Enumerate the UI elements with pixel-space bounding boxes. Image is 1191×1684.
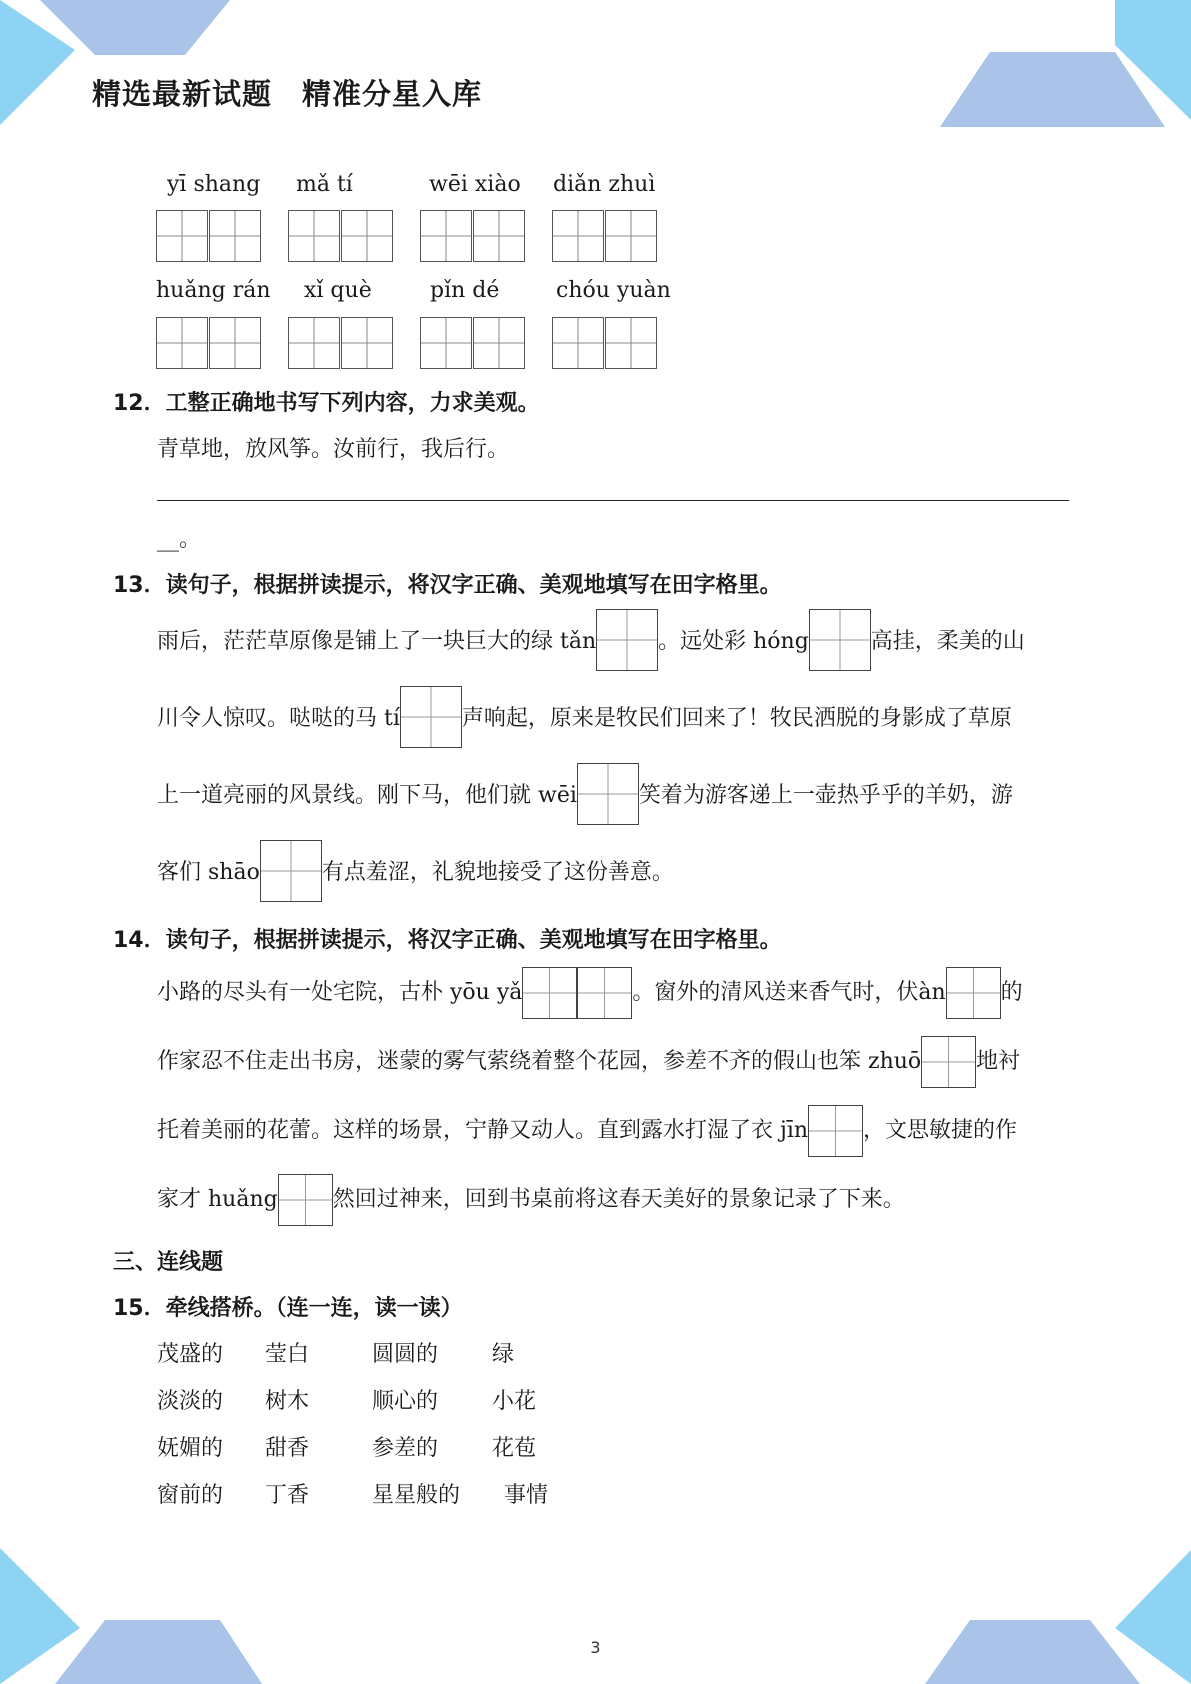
text-segment: 的 [1000, 980, 1023, 1005]
writing-cell[interactable] [156, 317, 208, 369]
tianzige-box[interactable] [260, 840, 322, 902]
paragraph-line [157, 766, 1013, 826]
text-segment: 托着美丽的花蕾。这样的场景，宁静又动人。直到露水打湿了衣 jīn [157, 1118, 809, 1143]
matching-item[interactable]: 小花 [492, 1389, 537, 1414]
text-segment: ，文思敏捷的作 [863, 1118, 1018, 1143]
pinyin-word: wēi xiào [429, 172, 521, 197]
writing-cell[interactable] [605, 317, 657, 369]
writing-cell[interactable] [552, 210, 604, 262]
writing-cell[interactable] [288, 210, 340, 262]
writing-cell[interactable] [209, 317, 261, 369]
question-12-text: 青草地，放风筝。汝前行，我后行。 [157, 437, 510, 462]
paragraph-line [157, 963, 1023, 1023]
pinyin-word: huǎng rán [156, 278, 271, 303]
paragraph-line [157, 843, 674, 903]
text-segment: 家才 huǎng [157, 1187, 278, 1212]
corner-decoration-bottom [0, 1540, 1191, 1684]
tianzige-box[interactable] [400, 686, 462, 748]
writing-cell[interactable] [209, 210, 261, 262]
paragraph-line [157, 1170, 905, 1230]
paragraph-line [157, 1032, 1020, 1092]
section-3-title: 三、连线题 [113, 1250, 224, 1275]
pinyin-word: yī shang [167, 172, 261, 197]
writing-cell[interactable] [288, 317, 340, 369]
text-segment: 高挂，柔美的山 [870, 629, 1025, 654]
pinyin-word: pǐn dé [430, 278, 500, 303]
text-segment: 作家忍不住走出书房，迷蒙的雾气萦绕着整个花园，参差不齐的假山也笨 zhuō [157, 1049, 922, 1074]
writing-cell[interactable] [420, 317, 472, 369]
matching-item[interactable]: 绿 [492, 1342, 515, 1367]
matching-item[interactable]: 树木 [265, 1389, 310, 1414]
text-segment: 。窗外的清风送来香气时，伏àn [632, 980, 946, 1005]
tianzige-box[interactable] [809, 609, 871, 671]
writing-cell[interactable] [156, 210, 208, 262]
tianzige-box[interactable] [921, 1036, 976, 1088]
writing-cell[interactable] [552, 317, 604, 369]
header-title: 精选最新试题 精准分星入库 [92, 77, 483, 111]
paragraph-line [157, 689, 1012, 749]
text-segment: 声响起，原来是牧民们回来了！牧民洒脱的身影成了草原 [461, 706, 1012, 731]
matching-item[interactable]: 事情 [504, 1483, 549, 1508]
question-15-title: 15．牵线搭桥。（连一连，读一读） [113, 1296, 463, 1321]
matching-item[interactable]: 淡淡的 [157, 1389, 224, 1414]
matching-item[interactable]: 参差的 [372, 1436, 439, 1461]
matching-item[interactable]: 妩媚的 [157, 1436, 224, 1461]
tianzige-box[interactable] [808, 1105, 863, 1157]
text-segment: 笑着为游客递上一壶热乎乎的羊奶，游 [638, 783, 1013, 808]
tianzige-box[interactable] [577, 967, 632, 1019]
tianzige-box[interactable] [946, 967, 1001, 1019]
writing-cell[interactable] [420, 210, 472, 262]
question-14-title: 14．读句子，根据拼读提示，将汉字正确、美观地填写在田字格里。 [113, 928, 782, 953]
text-segment: 地衬 [976, 1049, 1021, 1074]
matching-item[interactable]: 窗前的 [157, 1483, 224, 1508]
text-segment: 。远处彩 hóng [658, 629, 809, 654]
text-segment: 有点羞涩，礼貌地接受了这份善意。 [321, 860, 674, 885]
text-segment: 然回过神来，回到书桌前将这春天美好的景象记录了下来。 [332, 1187, 905, 1212]
writing-cell[interactable] [605, 210, 657, 262]
matching-item[interactable]: 圆圆的 [372, 1342, 439, 1367]
text-segment: 雨后，茫茫草原像是铺上了一块巨大的绿 tǎn [157, 629, 597, 654]
pinyin-word: chóu yuàn [556, 278, 671, 303]
page-number: 3 [590, 1638, 601, 1657]
question-12-title: 12．工整正确地书写下列内容，力求美观。 [113, 391, 540, 416]
question-13-title: 13．读句子，根据拼读提示，将汉字正确、美观地填写在田字格里。 [113, 573, 782, 598]
writing-cell[interactable] [473, 210, 525, 262]
text-segment: 小路的尽头有一处宅院，古朴 yōu yǎ [157, 980, 523, 1005]
matching-item[interactable]: 花苞 [492, 1436, 537, 1461]
matching-item[interactable]: 顺心的 [372, 1389, 439, 1414]
pinyin-word: diǎn zhuì [553, 172, 656, 197]
pinyin-word: mǎ tí [296, 172, 353, 197]
pinyin-word: xǐ què [304, 278, 372, 303]
text-segment: 客们 shāo [157, 860, 260, 885]
matching-item[interactable]: 星星般的 [372, 1483, 461, 1508]
matching-item[interactable]: 丁香 [265, 1483, 310, 1508]
answer-line-tail: __。 [157, 527, 202, 552]
tianzige-box[interactable] [278, 1174, 333, 1226]
paragraph-line [157, 1101, 1017, 1161]
writing-cell[interactable] [473, 317, 525, 369]
text-segment: 上一道亮丽的风景线。刚下马，他们就 wēi [157, 783, 577, 808]
matching-item[interactable]: 茂盛的 [157, 1342, 224, 1367]
matching-item[interactable]: 莹白 [265, 1342, 310, 1367]
matching-item[interactable]: 甜香 [265, 1436, 310, 1461]
tianzige-box[interactable] [577, 763, 639, 825]
writing-cell[interactable] [341, 210, 393, 262]
paragraph-line [157, 612, 1025, 672]
text-segment: 川令人惊叹。哒哒的马 tí [157, 706, 400, 731]
tianzige-box[interactable] [596, 609, 658, 671]
answer-line[interactable] [157, 500, 1069, 501]
tianzige-box[interactable] [522, 967, 577, 1019]
writing-cell[interactable] [341, 317, 393, 369]
